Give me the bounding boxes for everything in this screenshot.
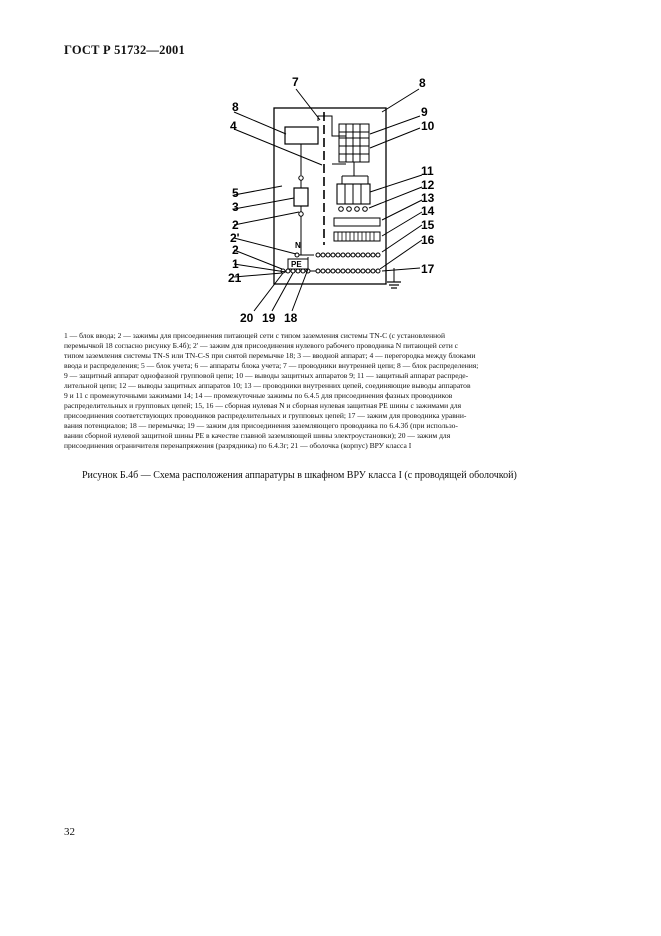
legend-line: лительной цепи; 12 — выводы защитных аппаратов 10; 13 — проводники внутренних цепей, соединяющие выводы аппаратов bbox=[64, 381, 471, 390]
pe-terminal-label: PE bbox=[291, 260, 302, 269]
callout-4: 4 bbox=[230, 119, 237, 133]
callout-2-prime: 2' bbox=[230, 231, 240, 245]
legend-line: ввода и распределения; 5 — блок учета; 6 — аппараты блока учета; 7 — проводники внутренней цепи; 8 — блок распределения; bbox=[64, 361, 479, 370]
callout-9: 9 bbox=[421, 105, 428, 119]
callout-2-lower: 2 bbox=[232, 243, 239, 257]
callout-12: 12 bbox=[421, 178, 435, 192]
callout-5: 5 bbox=[232, 186, 239, 200]
figure-caption: Рисунок Б.4б — Схема расположения аппаратуры в шкафном ВРУ класса I (с проводящей оболочкой) bbox=[82, 470, 517, 481]
callout-17: 17 bbox=[421, 262, 435, 276]
figure-legend bbox=[64, 331, 597, 451]
callout-1: 1 bbox=[232, 257, 239, 271]
callout-7: 7 bbox=[292, 75, 299, 89]
callout-15: 15 bbox=[421, 218, 435, 232]
legend-line: присоединения соответствующих проводников распределительных и групповых цепей; 17 — зажим для проводника уравни- bbox=[64, 411, 467, 420]
callout-8-left: 8 bbox=[232, 100, 239, 114]
pe-busbar bbox=[281, 269, 380, 273]
input-apparatus bbox=[294, 188, 308, 206]
ground-icon bbox=[387, 268, 401, 288]
legend-line: 9 — защитный аппарат однофазной групповой цепи; 10 — выводы защитных аппаратов 9; 11 — защитный аппарат распреде- bbox=[64, 371, 469, 380]
meter-apparatus bbox=[285, 127, 318, 144]
circuit-diagram-svg bbox=[222, 72, 442, 322]
group-protective-devices bbox=[339, 124, 369, 162]
callout-10: 10 bbox=[421, 119, 435, 133]
legend-line: типом заземления системы TN-S или TN-C-S при снятой перемычке 18; 3 — вводной аппарат; 4 — перегородка между блоками bbox=[64, 351, 476, 360]
legend-line: вания потенциалов; 18 — перемычка; 19 — зажим для присоединения заземляющего проводника по 6.4.3б (при использо- bbox=[64, 421, 458, 430]
standard-id-header: ГОСТ Р 51732—2001 bbox=[64, 43, 185, 57]
callout-14: 14 bbox=[421, 204, 435, 218]
callout-18: 18 bbox=[284, 311, 298, 322]
legend-line: 9 и 11 с промежуточными зажимами 14; 14 — промежуточные зажимы по 6.4.5 для присоединения фазных проводников bbox=[64, 391, 453, 400]
callout-21: 21 bbox=[228, 271, 242, 285]
internal-wire bbox=[318, 116, 346, 136]
legend-line: присоединения ограничителя перенапряжения (разрядника) по 6.4.3г; 21 — оболочка (корпус) ВРУ класса I bbox=[64, 441, 412, 450]
legend-line: вании сборной нулевой защитной шины PE в качестве главной заземляющей шины электроустановки); 20 — зажим для bbox=[64, 431, 451, 440]
distribution-protective-devices bbox=[337, 184, 370, 211]
callout-19: 19 bbox=[262, 311, 276, 322]
page-number: 32 bbox=[64, 826, 75, 838]
legend-line: 1 — блок ввода; 2 — зажимы для присоединения питающей сети с типом заземления системы TN-C (с установленной bbox=[64, 331, 445, 340]
callout-13: 13 bbox=[421, 191, 435, 205]
internal-conductors-block bbox=[334, 218, 380, 226]
callout-3: 3 bbox=[232, 200, 239, 214]
legend-line: распределительных и групповых цепей; 15, 16 — сборная нулевая N и сборная нулевая защитная PE шины с зажимами для bbox=[64, 401, 462, 410]
circuit-diagram bbox=[222, 72, 442, 322]
legend-line: перемычкой 18 согласно рисунку Б.4б); 2' — зажим для присоединения нулевого рабочего проводника N питающей сети с bbox=[64, 341, 458, 350]
callout-11: 11 bbox=[421, 164, 434, 178]
callout-8-top: 8 bbox=[419, 76, 426, 90]
callout-20: 20 bbox=[240, 311, 254, 322]
callout-2-upper: 2 bbox=[232, 218, 239, 232]
intermediate-terminals bbox=[334, 232, 380, 241]
n-busbar bbox=[295, 253, 380, 257]
n-terminal-label: N bbox=[295, 241, 301, 250]
callout-16: 16 bbox=[421, 233, 435, 247]
